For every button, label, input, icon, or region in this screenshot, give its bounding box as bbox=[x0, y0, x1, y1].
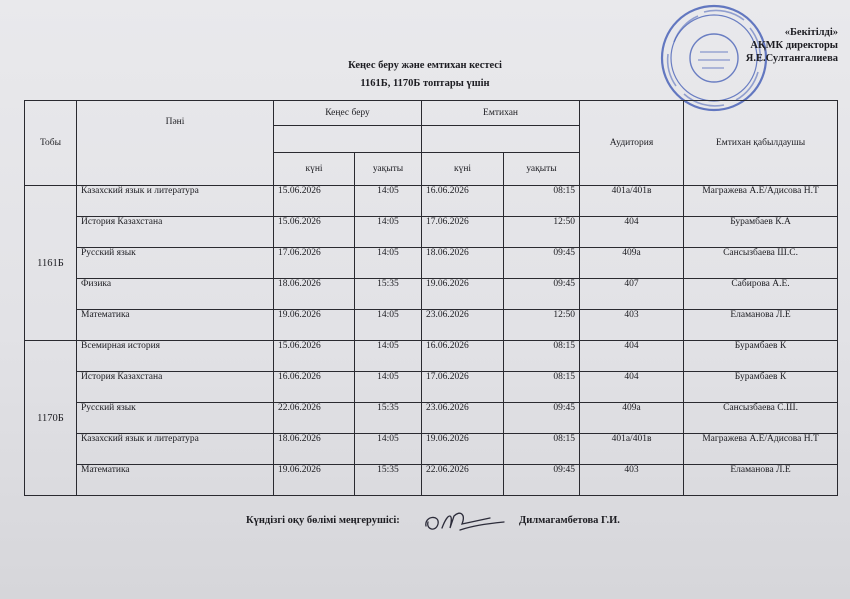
consult-date-cell: 17.06.2026 bbox=[274, 248, 355, 279]
footer-label: Күндізгі оқу бөлімі меңгерушісі: bbox=[246, 515, 400, 526]
exam-date-cell: 18.06.2026 bbox=[422, 248, 504, 279]
subject-cell: Русский язык bbox=[77, 403, 274, 434]
header-subject: Пәні bbox=[77, 101, 274, 186]
exam-date-cell: 19.06.2026 bbox=[422, 279, 504, 310]
room-cell: 409а bbox=[580, 403, 684, 434]
header-consult: Кеңес беру bbox=[274, 101, 422, 126]
examiner-cell: Сабирова А.Е. bbox=[684, 279, 838, 310]
consult-time-cell: 14:05 bbox=[355, 186, 422, 217]
exam-time-cell: 08:15 bbox=[504, 372, 580, 403]
header-exam-time: уақыты bbox=[504, 153, 580, 186]
examiner-cell: Бурамбаев К bbox=[684, 372, 838, 403]
header-exam-day: күні bbox=[422, 153, 504, 186]
examiner-cell: Магражева А.Е/Адисова Н.Т bbox=[684, 434, 838, 465]
schedule-table bbox=[24, 100, 838, 496]
exam-time-cell: 09:45 bbox=[504, 248, 580, 279]
examiner-cell: Еламанова Л.Е bbox=[684, 465, 838, 496]
document-subtitle: 1161Б, 1170Б топтары үшін bbox=[360, 78, 490, 89]
table-row bbox=[25, 372, 838, 403]
exam-time-cell: 09:45 bbox=[504, 465, 580, 496]
exam-date-cell: 17.06.2026 bbox=[422, 217, 504, 248]
table-row bbox=[25, 248, 838, 279]
room-cell: 404 bbox=[580, 372, 684, 403]
exam-time-cell: 08:15 bbox=[504, 341, 580, 372]
consult-date-cell: 18.06.2026 bbox=[274, 279, 355, 310]
room-cell: 403 bbox=[580, 310, 684, 341]
room-cell: 404 bbox=[580, 341, 684, 372]
subject-cell: Математика bbox=[77, 465, 274, 496]
table-row bbox=[25, 341, 838, 372]
consult-date-cell: 15.06.2026 bbox=[274, 186, 355, 217]
subject-cell: История Казахстана bbox=[77, 217, 274, 248]
document-title: Кеңес беру және емтихан кестесі bbox=[348, 60, 502, 71]
header-examiner: Емтихан қабылдаушы bbox=[684, 101, 838, 186]
subject-cell: Всемирная история bbox=[77, 341, 274, 372]
subject-cell: Физика bbox=[77, 279, 274, 310]
handwritten-signature-icon bbox=[420, 506, 510, 540]
examiner-cell: Еламанова Л.Е bbox=[684, 310, 838, 341]
exam-time-cell: 12:50 bbox=[504, 217, 580, 248]
footer bbox=[0, 512, 850, 542]
header-auditorium: Аудитория bbox=[580, 101, 684, 186]
exam-date-cell: 17.06.2026 bbox=[422, 372, 504, 403]
table-row bbox=[25, 279, 838, 310]
consult-time-cell: 15:35 bbox=[355, 465, 422, 496]
consult-time-cell: 15:35 bbox=[355, 279, 422, 310]
approval-title: «Бекітілді» bbox=[784, 27, 838, 38]
exam-date-cell: 16.06.2026 bbox=[422, 186, 504, 217]
consult-date-cell: 19.06.2026 bbox=[274, 465, 355, 496]
exam-time-cell: 08:15 bbox=[504, 434, 580, 465]
exam-time-cell: 08:15 bbox=[504, 186, 580, 217]
subject-cell: Казахский язык и литература bbox=[77, 434, 274, 465]
consult-time-cell: 14:05 bbox=[355, 248, 422, 279]
exam-time-cell: 09:45 bbox=[504, 279, 580, 310]
consult-time-cell: 14:05 bbox=[355, 434, 422, 465]
exam-date-cell: 22.06.2026 bbox=[422, 465, 504, 496]
exam-date-cell: 23.06.2026 bbox=[422, 310, 504, 341]
table-row bbox=[25, 310, 838, 341]
consult-time-cell: 14:05 bbox=[355, 217, 422, 248]
group-name-cell: 1170Б bbox=[25, 341, 77, 496]
subject-cell: История Казахстана bbox=[77, 372, 274, 403]
footer-name: Дилмагамбетова Г.И. bbox=[519, 515, 620, 526]
table-row bbox=[25, 434, 838, 465]
approval-director-name: Я.Е.Султангалиева bbox=[745, 53, 838, 64]
examiner-cell: Магражева А.Е/Адисова Н.Т bbox=[684, 186, 838, 217]
subject-cell: Математика bbox=[77, 310, 274, 341]
table-row bbox=[25, 217, 838, 248]
exam-time-cell: 12:50 bbox=[504, 310, 580, 341]
consult-date-cell: 15.06.2026 bbox=[274, 341, 355, 372]
examiner-cell: Бурамбаев К.А bbox=[684, 217, 838, 248]
header-consult-day: күні bbox=[274, 153, 355, 186]
room-cell: 401а/401в bbox=[580, 434, 684, 465]
consult-time-cell: 14:05 bbox=[355, 341, 422, 372]
room-cell: 401а/401в bbox=[580, 186, 684, 217]
exam-date-cell: 23.06.2026 bbox=[422, 403, 504, 434]
exam-time-cell: 09:45 bbox=[504, 403, 580, 434]
table-row bbox=[25, 465, 838, 496]
subject-cell: Русский язык bbox=[77, 248, 274, 279]
consult-date-cell: 15.06.2026 bbox=[274, 217, 355, 248]
examiner-cell: Сансызбаева С.Ш. bbox=[684, 403, 838, 434]
room-cell: 404 bbox=[580, 217, 684, 248]
consult-time-cell: 15:35 bbox=[355, 403, 422, 434]
consult-date-cell: 22.06.2026 bbox=[274, 403, 355, 434]
exam-date-cell: 16.06.2026 bbox=[422, 341, 504, 372]
consult-date-cell: 19.06.2026 bbox=[274, 310, 355, 341]
header-spacer bbox=[422, 126, 580, 153]
room-cell: 407 bbox=[580, 279, 684, 310]
exam-date-cell: 19.06.2026 bbox=[422, 434, 504, 465]
header-group: Тобы bbox=[25, 101, 77, 186]
consult-time-cell: 14:05 bbox=[355, 310, 422, 341]
consult-time-cell: 14:05 bbox=[355, 372, 422, 403]
approval-position: АҚМК директоры bbox=[750, 40, 838, 51]
header-spacer bbox=[274, 126, 422, 153]
examiner-cell: Сансызбаева Ш.С. bbox=[684, 248, 838, 279]
consult-date-cell: 16.06.2026 bbox=[274, 372, 355, 403]
room-cell: 403 bbox=[580, 465, 684, 496]
header-consult-time: уақыты bbox=[355, 153, 422, 186]
room-cell: 409а bbox=[580, 248, 684, 279]
examiner-cell: Бурамбаев К bbox=[684, 341, 838, 372]
table-row bbox=[25, 403, 838, 434]
consult-date-cell: 18.06.2026 bbox=[274, 434, 355, 465]
subject-cell: Казахский язык и литература bbox=[77, 186, 274, 217]
header-exam: Емтихан bbox=[422, 101, 580, 126]
table-row bbox=[25, 186, 838, 217]
group-name-cell: 1161Б bbox=[25, 186, 77, 341]
